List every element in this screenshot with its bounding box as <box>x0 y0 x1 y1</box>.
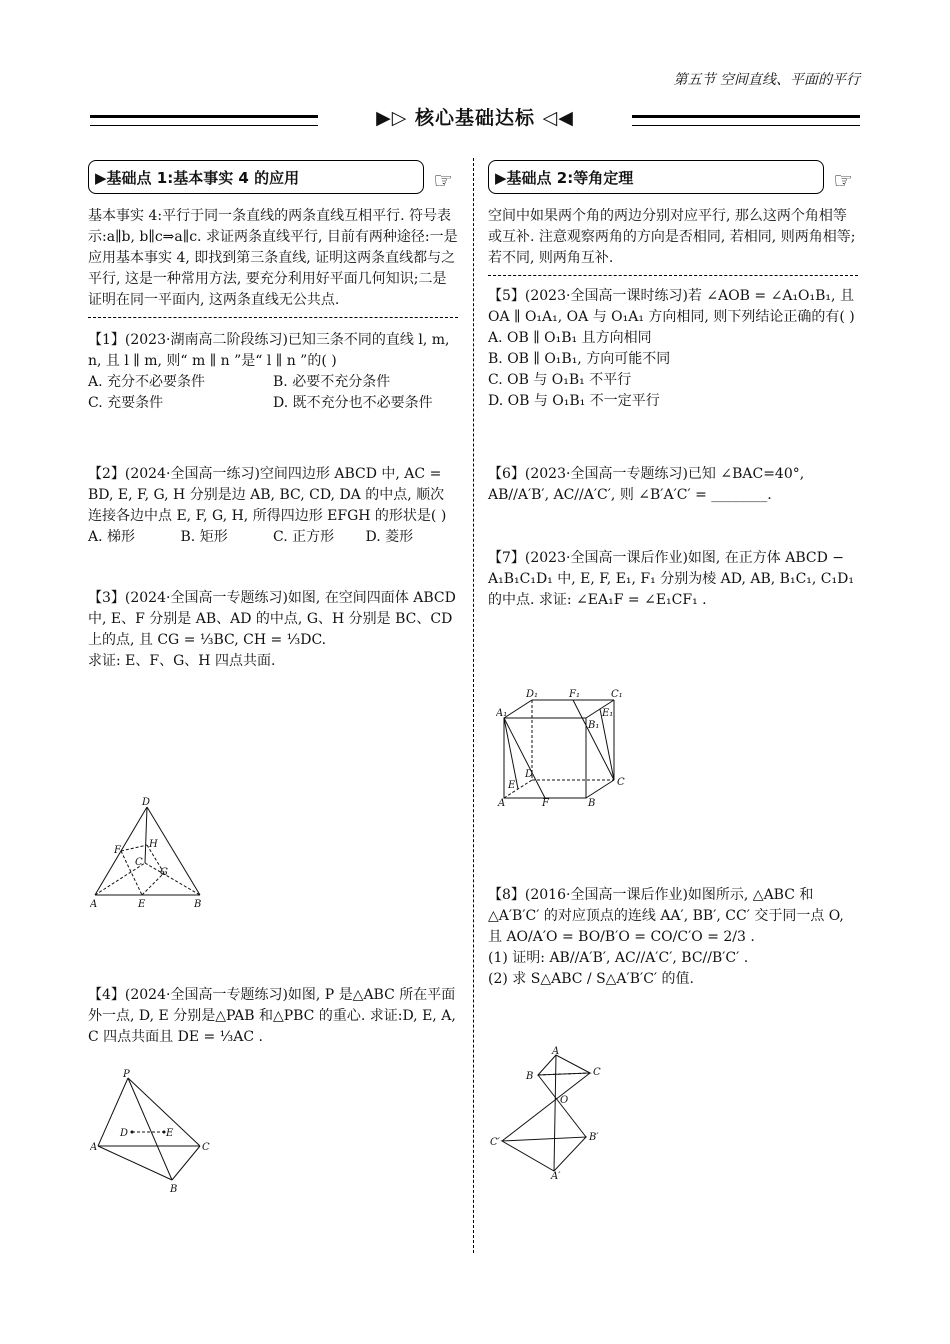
svg-text:D: D <box>142 797 151 808</box>
column-divider <box>473 158 474 1253</box>
option-c: C. OB 与 O₁B₁ 不平行 <box>488 372 632 388</box>
knowledge-point-1-header <box>88 160 453 194</box>
option-d: D. 既不充分也不必要条件 <box>273 395 433 411</box>
svg-text:A: A <box>498 798 506 808</box>
knowledge-point-2-header <box>488 160 853 194</box>
option-d: D. OB 与 O₁B₁ 不一定平行 <box>488 393 660 409</box>
svg-text:P: P <box>123 1069 130 1080</box>
problem-5-stem: 【5】(2023·全国高一课时练习)若 ∠AOB = ∠A₁O₁B₁, 且 OA ∥ O₁A₁, OA 与 O₁A₁ 方向相同, 则下列结论正确的有( ) <box>488 288 855 325</box>
pointing-hand-icon: ☞ <box>833 169 853 194</box>
option-d: D. 菱形 <box>365 529 414 545</box>
kp2-note: 空间中如果两个角的两边分别对应平行, 那么这两个角相等或互补. 注意观察两角的方向是否相同, 若相同, 则两角相等;若不同, 则两角互补. <box>488 206 858 276</box>
problem-3 <box>88 588 458 672</box>
svg-text:E: E <box>166 1128 174 1139</box>
svg-text:C: C <box>135 857 143 868</box>
svg-text:B: B <box>588 798 596 808</box>
problem-2-stem: 【2】(2024·全国高一练习)空间四边形 ABCD 中, AC = BD, E, F, G, H 分别是边 AB, BC, CD, DA 的中点, 顺次连接各边中点 E, F, G, H, 所得四边形 EFGH 的形状是( ) <box>88 466 447 524</box>
svg-text:B: B <box>170 1184 178 1195</box>
tetrahedron-figure <box>90 795 210 910</box>
svg-text:G: G <box>160 867 168 878</box>
svg-text:B′: B′ <box>589 1132 599 1143</box>
kp1-note: 基本事实 4:平行于同一条直线的两条直线互相平行. 符号表示:a∥b, b∥c⇒a∥c. 求证两条直线平行, 目前有两种途径:一是应用基本事实 4, 即找到第三条直线, 证明这两条直线都与之平行, 这是一种常用方法, 要充分利用好平面几何知识;二是证明在同一平面内, 这两条直线无公共点. <box>88 206 458 318</box>
problem-6-stem: 【6】(2023·全国高一专题练习)已知 ∠BAC=40°, AB//A′B′, AC//A′C′, 则 ∠B′A′C′ = ________. <box>488 466 805 503</box>
svg-text:D: D <box>525 769 534 780</box>
problem-8-stem: 【8】(2016·全国高一课后作业)如图所示, △ABC 和 △A′B′C′ 的对应顶点的连线 AA′, BB′, CC′ 交于同一点 O, 且 AO/A′O = BO/B′O = CO/C′O = 2/3 . <box>488 887 844 945</box>
right-column <box>488 160 858 611</box>
svg-text:C₁: C₁ <box>611 689 623 700</box>
svg-text:D: D <box>120 1128 129 1139</box>
option-a: A. 梯形 <box>88 529 136 545</box>
option-c: C. 充要条件 <box>88 395 164 411</box>
svg-text:B: B <box>526 1071 534 1082</box>
svg-text:C′: C′ <box>490 1137 500 1148</box>
banner <box>90 104 860 134</box>
banner-rule-left <box>90 115 318 126</box>
svg-text:O: O <box>560 1095 569 1106</box>
svg-text:F: F <box>542 798 549 808</box>
section-title: 第五节 空间直线、平面的平行 <box>673 72 860 88</box>
similar-triangles-figure <box>490 1045 610 1180</box>
problem-7-stem: 【7】(2023·全国高一课后作业)如图, 在正方体 ABCD − A₁B₁C₁D₁ 中, E, F, E₁, F₁ 分别为棱 AD, AB, B₁C₁, C₁D₁ 的中点. 求证: ∠EA₁F = ∠E₁CF₁ . <box>488 550 854 608</box>
svg-text:F₁: F₁ <box>569 689 580 700</box>
svg-text:C: C <box>617 777 625 788</box>
problem-8 <box>488 885 858 990</box>
problem-8-q1: (1) 证明: AB//A′B′, AC//A′C′, BC//B′C′ . <box>488 950 749 966</box>
kp1-title: ▶基础点 1:基本事实 4 的应用 <box>95 169 300 187</box>
cube-figure <box>496 688 636 808</box>
option-b: B. 矩形 <box>180 529 228 545</box>
problem-4-stem: 【4】(2024·全国高一专题练习)如图, P 是△ABC 所在平面外一点, D, E 分别是△PAB 和△PBC 的重心. 求证:D, E, A, C 四点共面且 DE = ⅓AC . <box>88 987 456 1045</box>
svg-text:C: C <box>202 1142 210 1153</box>
svg-text:E₁: E₁ <box>602 708 614 719</box>
option-a: A. 充分不必要条件 <box>88 374 206 390</box>
problem-1-options <box>88 372 458 414</box>
banner-rule-right <box>632 115 860 126</box>
svg-text:D₁: D₁ <box>526 689 539 700</box>
problem-1-stem: 【1】(2023·湖南高二阶段练习)已知三条不同的直线 l, m, n, 且 l ∥ m, 则“ m ∥ n ”是“ l ∥ n ”的( ) <box>88 332 450 369</box>
svg-text:C: C <box>593 1067 601 1078</box>
svg-text:A′: A′ <box>551 1171 561 1180</box>
svg-text:A₁: A₁ <box>496 708 508 719</box>
problem-7 <box>488 548 858 611</box>
svg-text:F: F <box>114 845 121 856</box>
kp2-title: ▶基础点 2:等角定理 <box>495 169 634 187</box>
option-b: B. OB ∥ O₁B₁, 方向可能不同 <box>488 351 671 367</box>
problem-5 <box>488 286 858 412</box>
svg-text:A: A <box>90 899 98 910</box>
svg-text:E: E <box>138 899 146 910</box>
svg-text:E: E <box>508 780 516 791</box>
option-c: C. 正方形 <box>273 529 335 545</box>
pyramid-figure <box>90 1068 215 1198</box>
problem-1 <box>88 330 458 414</box>
svg-text:A: A <box>90 1142 98 1153</box>
svg-text:B₁: B₁ <box>588 720 600 731</box>
problem-4 <box>88 985 458 1048</box>
problem-8-q2: (2) 求 S△ABC / S△A′B′C′ 的值. <box>488 971 694 987</box>
svg-text:A: A <box>552 1046 560 1057</box>
problem-3-stem: 【3】(2024·全国高一专题练习)如图, 在空间四面体 ABCD 中, E、F 分别是 AB、AD 的中点, G、H 分别是 BC、CD 上的点, 且 CG = ⅓BC, CH = ⅓DC. <box>88 590 456 648</box>
svg-text:H: H <box>149 839 158 850</box>
banner-title: ▶▷ 核心基础达标 ◁◀ <box>376 107 574 129</box>
left-column <box>88 160 458 672</box>
option-b: B. 必要不充分条件 <box>273 374 391 390</box>
pointing-hand-icon: ☞ <box>433 169 453 194</box>
problem-2-options <box>88 527 458 548</box>
svg-text:B: B <box>194 899 202 910</box>
problem-2 <box>88 464 458 548</box>
option-a: A. OB ∥ O₁B₁ 且方向相同 <box>488 330 652 346</box>
problem-6 <box>488 464 858 506</box>
problem-3-ask: 求证: E、F、G、H 四点共面. <box>88 653 276 669</box>
